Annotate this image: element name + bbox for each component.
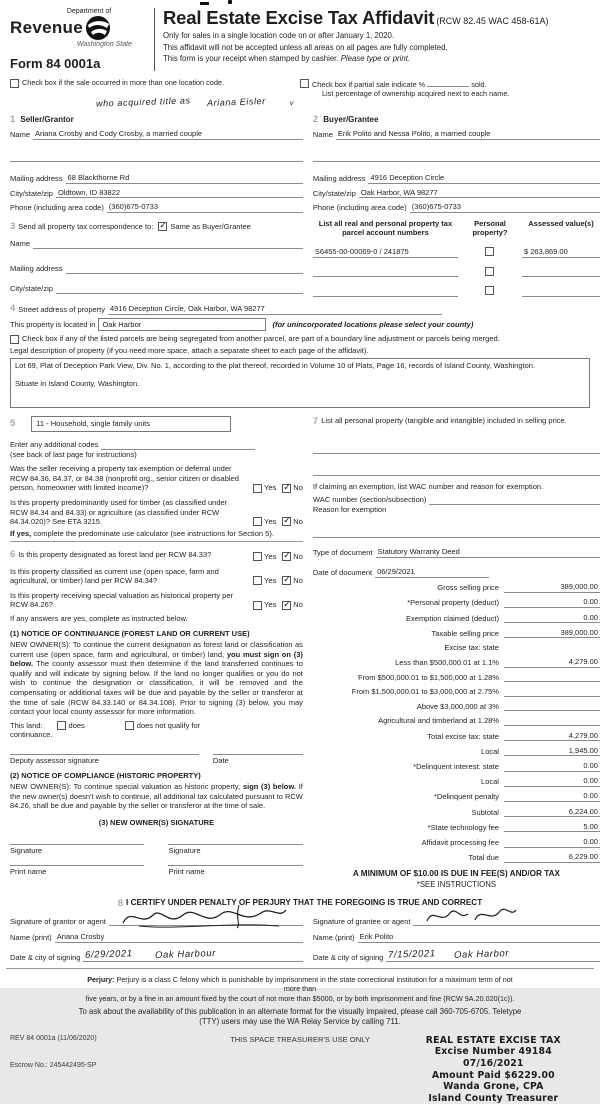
tax-row (313, 701, 600, 711)
tax-row-label: Less than $500,000.01 at 1.1% (395, 658, 499, 668)
section-4-number: 4 (10, 302, 16, 314)
tax-row-value-field[interactable] (504, 687, 600, 697)
tax-row-value-field[interactable] (504, 716, 600, 726)
tax-row-label: Subtotal (471, 807, 499, 817)
signature-label: Signature (10, 845, 43, 855)
additional-codes-label: Enter any additional codes (10, 440, 99, 450)
tax-row-label: Affidavit processing fee (421, 837, 499, 847)
tax-row-value-field[interactable]: 4,279.00 (504, 657, 600, 668)
yes-checkbox[interactable] (253, 601, 262, 610)
seller-city-label: City/state/zip (10, 188, 53, 198)
deputy-date-field[interactable] (213, 754, 303, 766)
yes-checkbox[interactable] (253, 484, 262, 493)
if-any-yes-note: If any answers are yes, complete as instructed below. (10, 613, 188, 623)
grantor-name-print-label: Name (print) (10, 933, 52, 943)
tax-row-label: Taxable selling price (431, 628, 499, 638)
accessibility-line2: (TTY) users may use the WA Relay Service by calling 711. (199, 1016, 401, 1026)
tax-row (313, 597, 600, 608)
parcel-row (313, 247, 600, 258)
no-checkbox[interactable] (282, 484, 291, 493)
notice-continuance-heading: (1) NOTICE OF CONTINUANCE (FOREST LAND OR CURRENT USE) (10, 628, 250, 638)
type-of-document-label: Type of document (312, 548, 373, 558)
tax-row (313, 776, 600, 787)
continuance-body-2: The county assessor must then determine if the land transferred continues to qualify and will indicate by signing below. If the land no longer qualifies or you do not wish to continue the designation or classification, it will be removed and the compensating or additional taxes will be due and payable by the seller or transferor at the time of sale (RCW 84.33.140 or 84.34.108). Prior to signing (3) below, you may contact your local county assessor for more information. (10, 659, 303, 717)
unincorporated-note: (for unincorporated locations please select your county) (272, 319, 474, 329)
if-yes-bold: If yes, (10, 528, 32, 538)
form-subtitle-1: Only for sales in a single location code on or after January 1, 2020. (163, 31, 395, 41)
agency-logo-block (10, 4, 150, 73)
handwritten-annotation-line2: Ariana Eisler (206, 96, 266, 109)
stamp-line: Excise Number 49184 (434, 1046, 552, 1058)
tax-row-label: From $500,000.01 to $1,500,000 at 1.28% (358, 672, 499, 682)
accessibility-line1: To ask about the availability of this publication in an alternate format for the visually impaired, please call 360-705-6705. Teletype (78, 1006, 522, 1016)
certify-statement: I CERTIFY UNDER PENALTY OF PERJURY THAT THE FOREGOING IS TRUE AND CORRECT (126, 898, 483, 908)
buyer-mailing-field[interactable]: 4916 Deception Circle (368, 173, 600, 184)
tax-row-value-field[interactable]: 0.00 (504, 613, 600, 624)
exemption-deferral-answer (247, 483, 303, 493)
section-1-number: 1 (10, 114, 16, 126)
yes-label: Yes (264, 576, 277, 586)
partial-sale-sold-label: sold. (471, 79, 487, 89)
grantee-signature-label: Signature of grantee or agent (312, 916, 411, 926)
yes-checkbox[interactable] (253, 552, 262, 561)
grantor-date-city-label: Date & city of signing (10, 952, 81, 962)
personal-property-list-label: List all personal property (tangible and intangible) included in selling price. (321, 416, 567, 426)
minimum-due-note: A MINIMUM OF $10.00 IS DUE IN FEE(S) AND/OR TAX (352, 868, 560, 878)
tax-row-value-field[interactable] (504, 644, 600, 653)
personal-property-checkbox[interactable] (485, 247, 494, 256)
grantor-name-field[interactable]: Ariana Crosby (55, 932, 303, 943)
correspondence-mailing-field[interactable] (66, 264, 303, 274)
seller-city-field[interactable]: Oldtown, ID 83822 (56, 188, 303, 199)
no-label: No (293, 483, 303, 493)
exemption-claim-note: If claiming an exemption, list WAC number and reason for exemption. (312, 482, 544, 492)
section-5-number: 5 (10, 417, 16, 429)
tax-row-value-field[interactable]: 0.00 (504, 776, 600, 787)
seller-name-label: Name (10, 130, 31, 140)
yes-checkbox[interactable] (253, 517, 262, 526)
stamp-line: REAL ESTATE EXCISE TAX (425, 1034, 561, 1046)
revenue-wordmark: Revenue (10, 18, 83, 38)
buyer-city-field[interactable]: Oak Harbor, WA 98277 (359, 188, 600, 199)
exemption-deferral-question: Was the seller receiving a property tax exemption or deferral under RCW 84.36, 84.37, or 84.38 (nonprofit org., senior citizen or disabled person, homeowner with limited income)? (10, 464, 239, 493)
perjury-label: Perjury: (87, 975, 115, 985)
tax-row (313, 613, 600, 624)
excise-tax-table (313, 582, 600, 863)
tax-row-label: Above $3,000,000 at 3% (416, 701, 499, 711)
does-not-checkbox[interactable] (125, 721, 134, 730)
personal-property-checkbox[interactable] (485, 267, 494, 276)
treasurer-use-only-label: THIS SPACE TREASURER'S USE ONLY (230, 1034, 370, 1044)
tax-row (313, 643, 600, 653)
grantee-date-city-field[interactable] (386, 949, 600, 962)
grantee-name-print-label: Name (print) (312, 933, 355, 943)
grantor-signature (119, 903, 289, 929)
parcel-numbers-header: List all real and personal property tax parcel account numbers (318, 218, 453, 238)
form-subtitle-3: This form is your receipt when stamped by cashier. (163, 54, 339, 64)
seller-mailing-label: Mailing address (10, 173, 63, 183)
tax-row-value-field[interactable] (504, 672, 600, 682)
no-checkbox[interactable] (282, 601, 291, 610)
timber-agriculture-answer (247, 517, 303, 527)
buyer-city-label: City/state/zip (312, 188, 356, 198)
deputy-date-label: Date (212, 756, 229, 766)
form-header (10, 4, 590, 73)
perjury-line3: five years, or by a fine in an amount fixed by the court of not more than $5000, or by both imprisonment and fine (RCW 9A.20.020(1c)). (85, 993, 515, 1003)
seller-phone-field[interactable]: (360)675-0733 (107, 202, 303, 213)
tax-row (313, 657, 600, 668)
deputy-assessor-label: Deputy assessor signature (10, 756, 99, 766)
notice-compliance-heading: (2) NOTICE OF COMPLIANCE (HISTORIC PROPERTY) (10, 770, 201, 780)
tax-row (313, 761, 600, 772)
tax-row-value-field[interactable]: 389,000.00 (504, 628, 600, 639)
seller-mailing-field[interactable]: 68 Blackthorne Rd (66, 173, 303, 184)
tax-row-value-field[interactable]: 6,229.00 (504, 852, 600, 863)
stamp-line: Island County Treasurer (428, 1092, 559, 1104)
wac-number-label: WAC number (section/subsection) (312, 495, 427, 505)
print-name-label: Print name (168, 867, 205, 877)
correspondence-name-label: Name (10, 239, 31, 249)
assessed-value-field[interactable] (522, 287, 600, 297)
tax-row-value-field[interactable]: 1,945.00 (504, 746, 600, 757)
section-3-number: 3 (10, 220, 16, 232)
legal-description-field[interactable] (10, 358, 590, 408)
timber-agriculture-question: Is this property predominantly used for timber (as classified under RCW 84.34 and 84.33) or agriculture (as classified under RCW 84.34.020)? See ETA 3215. (10, 498, 228, 527)
segregated-checkbox[interactable] (10, 335, 19, 344)
seller-name-field[interactable]: Ariana Crosby and Cody Crosby, a married couple (33, 129, 303, 140)
legal-description-label: Legal description of property (if you need more space, attach a separate sheet to each page of the affidavit). (10, 346, 369, 356)
section-7-number: 7 (312, 416, 319, 428)
reason-exemption-label: Reason for exemption (312, 504, 387, 514)
street-address-field[interactable]: 4916 Deception Circle, Oak Harbor, WA 98277 (108, 304, 442, 315)
new-owner-print-name-field-1[interactable] (10, 865, 144, 877)
correspondence-city-field[interactable] (56, 284, 303, 294)
tax-row (313, 837, 600, 848)
scan-artifact (228, 0, 232, 4)
tax-row-label: Total excise tax: state (427, 731, 499, 741)
partial-sale-checkbox[interactable] (300, 79, 309, 88)
partial-sale-percent-field[interactable] (427, 78, 469, 87)
escrow-number: 245442495-SP (49, 1061, 97, 1069)
correspondence-name-field[interactable] (33, 239, 303, 249)
tax-row-label: Local (481, 777, 499, 787)
does-checkbox[interactable] (57, 721, 66, 730)
form-subtitle-2: This affidavit will not be accepted unless all areas on all pages are fully completed. (163, 42, 448, 52)
tax-row (313, 746, 600, 757)
perjury-line2: more than (283, 984, 317, 994)
forest-land-question: Is this property designated as forest land per RCW 84.33? (18, 550, 212, 560)
continuance-body-1: NEW OWNER(S): To continue the current designation as forest land or classification as current use (open space, farm and agricultural, or timber) land, (10, 640, 303, 659)
parcel-number-field[interactable] (313, 287, 458, 297)
parcel-table (313, 247, 600, 297)
grantee-signature (423, 905, 518, 927)
multiple-location-checkbox[interactable] (10, 79, 19, 88)
continuance-word: continuance. (10, 730, 53, 740)
date-of-document-field[interactable]: 06/29/2021 (375, 567, 489, 578)
tax-row (313, 791, 600, 802)
no-checkbox[interactable] (282, 576, 291, 585)
deputy-assessor-signature-field[interactable] (10, 754, 199, 766)
personal-property-field-2[interactable] (313, 466, 600, 476)
personal-property-header: Personal property? (472, 218, 508, 238)
seller-name-field-2[interactable] (10, 152, 303, 162)
tax-row-value-field[interactable]: 389,000.00 (504, 582, 600, 593)
buyer-name-field-2[interactable] (313, 152, 600, 162)
tax-row (313, 807, 600, 818)
tax-row (313, 582, 600, 593)
tax-row-label: Gross selling price (437, 583, 499, 593)
continuance-body-bold: you must sign on (3) below. (10, 649, 303, 669)
tax-row-value-field[interactable]: 5.00 (504, 822, 600, 833)
partial-sale-label: Check box if partial sale indicate % (312, 79, 426, 89)
yes-label: Yes (264, 551, 277, 561)
if-yes-note: complete the predominate use calculator (see instructions for Section 5). (33, 528, 274, 538)
washington-state-label: Washington State (76, 40, 132, 48)
compliance-body-bold: sign (3) below. (242, 782, 296, 792)
wac-number-field[interactable] (429, 495, 600, 505)
see-instructions-note: *SEE INSTRUCTIONS (416, 880, 497, 890)
grantee-signature-field[interactable] (413, 916, 600, 926)
tax-row-label: *Personal property (deduct) (407, 598, 499, 608)
compliance-body-2: If the new owner(s) doesn't wish to continue, all additional tax calculated pursuant to RCW 84.26, shall be due and payable by the seller or transferor at the time of sale. (10, 782, 303, 811)
tax-row-label: Local (481, 746, 499, 756)
tax-row (313, 687, 600, 697)
buyer-name-field[interactable]: Erik Polito and Nessa Polito, a married couple (336, 129, 600, 140)
correspondence-mailing-label: Mailing address (10, 264, 63, 274)
form-subtitle-3-italic: Please type or print. (340, 54, 411, 64)
perjury-note (10, 975, 590, 1003)
reason-exemption-field[interactable] (313, 528, 600, 538)
header-divider (154, 8, 155, 71)
parcel-number-field[interactable]: S6455-00-00069-0 / 241875 (313, 247, 458, 258)
seller-phone-label: Phone (including area code) (10, 203, 104, 213)
buyer-mailing-label: Mailing address (312, 173, 366, 183)
stamp-line: Wanda Grone, CPA (443, 1081, 544, 1093)
buyer-grantee-heading: Buyer/Grantee (323, 115, 379, 125)
personal-property-field-1[interactable] (313, 444, 600, 454)
new-owner-signature-field-1[interactable] (10, 844, 144, 856)
section-2-number: 2 (312, 114, 319, 126)
new-owner-print-name-field-2[interactable] (168, 865, 302, 877)
handwritten-annotation-line1: who acquired title as (95, 95, 191, 109)
tax-row-value-field[interactable]: 0.00 (504, 791, 600, 802)
located-in-select[interactable]: Oak Harbor (98, 318, 266, 332)
tax-row-value-field[interactable]: 0.00 (504, 597, 600, 608)
personal-property-checkbox[interactable] (485, 286, 494, 295)
current-use-question: Is this property classified as current use (open space, farm and agricultural, or timber) land per RCW 84.34? (10, 566, 219, 586)
grantee-handwritten-city: Oak Harbor (453, 948, 510, 961)
print-name-label: Print name (10, 867, 47, 877)
form-title: Real Estate Excise Tax Affidavit (163, 7, 435, 28)
grantee-handwritten-date: 7/15/2021 (388, 948, 437, 961)
scan-artifact (200, 2, 209, 5)
stamp-line: 07/16/2021 (463, 1057, 524, 1069)
located-in-label: This property is located in (10, 319, 96, 329)
grantee-name-field[interactable]: Erik Polito (358, 932, 600, 943)
grantor-handwritten-city: Oak Harbour (155, 947, 217, 962)
perjury-line1: Perjury is a class C felony which is punishable by imprisonment in the state correctional institution for a maximum term of not (116, 975, 513, 985)
tax-row-label: *State technology fee (427, 822, 499, 832)
seller-grantor-heading: Seller/Grantor (20, 115, 74, 125)
type-of-document-field[interactable]: Statutory Warranty Deed (376, 547, 600, 558)
parcel-number-field[interactable] (313, 267, 458, 277)
yes-label: Yes (264, 600, 277, 610)
historical-property-answer (247, 600, 303, 610)
no-label: No (293, 517, 303, 527)
rev-form-number: REV 84 0001a (11/06/2020) (10, 1034, 97, 1042)
tax-row (313, 628, 600, 639)
tax-row-value-field[interactable] (504, 701, 600, 711)
buyer-phone-label: Phone (including area code) (312, 203, 407, 213)
tax-row-label: *Delinquent interest: state (413, 762, 499, 772)
tax-row-label: From $1,500,000.01 to $3,000,000 at 2.75% (351, 687, 499, 697)
same-as-buyer-label: Same as Buyer/Grantee (170, 222, 251, 231)
additional-codes-note: (see back of last page for instructions) (10, 449, 137, 459)
tax-row (313, 731, 600, 742)
correspondence-city-label: City/state/zip (10, 284, 53, 294)
does-label: does (68, 720, 85, 730)
legal-description-text: Lot 69, Plat of Deception Park View, Div. No. 1, according to the plat thereof, recorded in Volume 10 of Plats, Page 16, records of Island County, Washington. (15, 361, 536, 371)
buyer-name-label: Name (312, 130, 333, 140)
tax-row-value-field[interactable]: 6,224.00 (504, 807, 600, 818)
tax-row (313, 822, 600, 833)
tax-row-value-field[interactable]: 0.00 (504, 837, 600, 848)
this-land-label: This land: (10, 720, 43, 730)
new-owner-signature-field-2[interactable] (168, 844, 302, 856)
correspondence-label: Send all property tax correspondence to: (18, 222, 154, 231)
date-of-document-label: Date of document (312, 567, 373, 577)
tax-row-label: Excise tax: state (444, 642, 499, 652)
compliance-body-1: NEW OWNER(S): To continue special valuation as historic property, (10, 782, 241, 792)
yes-label: Yes (264, 483, 277, 493)
tax-row-label: Total due (468, 853, 499, 863)
form-title-rcw: (RCW 82.45 WAC 458-61A) (436, 16, 549, 26)
department-of-label: Department of (66, 8, 112, 15)
no-label: No (293, 576, 303, 586)
does-not-label: does not qualify for (136, 720, 201, 730)
assessed-value-field[interactable] (522, 267, 600, 277)
land-use-code-field[interactable]: 11 - Household, single family units (31, 416, 231, 432)
new-owners-signature-heading: (3) NEW OWNER(S) SIGNATURE (98, 818, 215, 827)
tax-row (313, 852, 600, 863)
tax-row-label: Agricultural and timberland at 1.28% (378, 716, 499, 726)
tax-row-label: Exemption claimed (deduct) (406, 613, 499, 623)
no-label: No (293, 600, 303, 610)
multiple-location-label: Check box if the sale occurred in more than one location code. (22, 77, 224, 87)
no-checkbox[interactable] (282, 552, 291, 561)
same-as-buyer-checkbox[interactable] (158, 222, 167, 231)
current-use-answer (247, 576, 303, 586)
signature-label: Signature (168, 845, 201, 855)
section-6-number: 6 (10, 549, 16, 561)
tax-row (313, 716, 600, 726)
grantor-signature-label: Signature of grantor or agent (10, 916, 106, 926)
grantor-handwritten-date: 6/29/2021 (85, 948, 134, 961)
treasurer-stamp (397, 1035, 590, 1104)
accessibility-note (10, 1007, 590, 1027)
grantor-date-city-field[interactable] (83, 949, 302, 962)
tax-row-label: *Delinquent penalty (433, 792, 499, 802)
legal-description-situate: Situate in Island County, Washington. (15, 378, 140, 388)
revenue-logo-icon (85, 15, 111, 41)
yes-checkbox[interactable] (253, 576, 262, 585)
buyer-phone-field[interactable]: (360)675-0733 (410, 202, 600, 213)
historical-property-question: Is this property receiving special valuation as historical property per RCW 84.26? (10, 590, 234, 610)
handwritten-annotation (95, 95, 294, 109)
yes-label: Yes (264, 517, 277, 527)
stamp-line: Amount Paid $6229.00 (431, 1069, 555, 1081)
street-address-label: Street address of property (18, 305, 106, 315)
ownership-percentage-note: List percentage of ownership acquired next to each name. (322, 88, 510, 98)
section-8-number: 8 (117, 898, 124, 910)
section-divider (6, 968, 594, 969)
form-number: Form 84 0001a (10, 55, 101, 71)
no-label: No (293, 551, 303, 561)
grantee-date-city-label: Date & city of signing (312, 952, 384, 962)
no-checkbox[interactable] (282, 517, 291, 526)
assessed-value-field[interactable]: $ 263,869.00 (522, 247, 600, 258)
additional-codes-field[interactable] (101, 440, 255, 450)
grantor-signature-field[interactable] (109, 916, 303, 926)
handwritten-caret: v (289, 100, 294, 108)
tax-row-value-field[interactable]: 0.00 (504, 761, 600, 772)
parcel-row (313, 267, 600, 278)
tax-row-value-field[interactable]: 4,279.00 (504, 731, 600, 742)
assessed-values-header: Assessed value(s) (528, 218, 594, 228)
escrow-label: Escrow No.: (10, 1061, 48, 1069)
segregated-label: Check box if any of the listed parcels are being segregated from another parcel, are part of a boundary line adjustment or parcels being merged. (22, 334, 500, 344)
tax-row (313, 672, 600, 682)
forest-land-answer (247, 552, 303, 562)
parcel-row (313, 286, 600, 297)
